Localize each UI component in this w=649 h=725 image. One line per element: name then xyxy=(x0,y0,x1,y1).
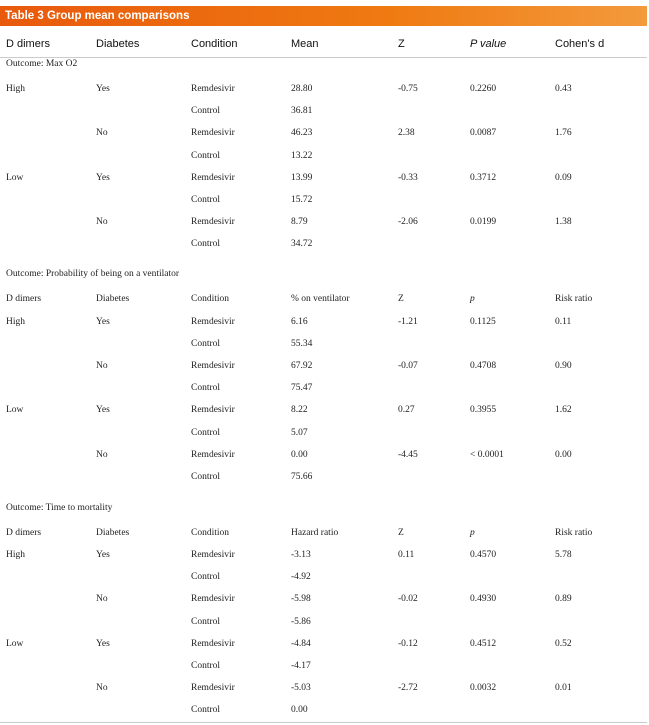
cell-value: 28.80 xyxy=(291,84,313,94)
cell-value: 0.00 xyxy=(291,705,308,715)
table-row xyxy=(0,659,647,675)
cell-condition: Control xyxy=(191,472,221,482)
cell-value: Mean xyxy=(291,38,319,50)
cell-condition: Remdesivir xyxy=(191,173,235,183)
cell-condition: Control xyxy=(191,661,221,671)
cell-condition: Control xyxy=(191,428,221,438)
cell-diabetes: Yes xyxy=(96,550,110,560)
table-row xyxy=(0,237,647,253)
cell-value: -5.86 xyxy=(291,617,311,627)
table-row xyxy=(0,337,647,353)
cell-p: P value xyxy=(470,38,507,50)
cell-value: 67.92 xyxy=(291,361,313,371)
cell-d-dimers: High xyxy=(6,84,25,94)
cell-condition: Control xyxy=(191,195,221,205)
cell-condition: Remdesivir xyxy=(191,594,235,604)
table-row xyxy=(0,548,647,564)
cell-diabetes: No xyxy=(96,594,108,604)
cell-diabetes: Yes xyxy=(96,84,110,94)
cell-p: 0.4512 xyxy=(470,639,497,649)
table-row xyxy=(0,126,647,142)
cell-condition: Control xyxy=(191,617,221,627)
cell-diabetes: Diabetes xyxy=(96,528,130,538)
cell-condition: Remdesivir xyxy=(191,683,235,693)
table-row xyxy=(0,592,647,608)
cell-diabetes: Yes xyxy=(96,173,110,183)
cell-effect: 0.43 xyxy=(555,84,572,94)
cell-d-dimers: Low xyxy=(6,405,24,415)
cell-z: -0.33 xyxy=(398,173,418,183)
cell-value: Hazard ratio xyxy=(291,528,339,538)
cell-condition: Control xyxy=(191,239,221,249)
table-row xyxy=(0,570,647,586)
cell-effect: Cohen's d xyxy=(555,38,605,50)
cell-effect: 0.00 xyxy=(555,450,572,460)
cell-p: 0.3712 xyxy=(470,173,497,183)
outcome-label: Outcome: Probability of being on a ventilator xyxy=(6,269,180,279)
cell-diabetes: Yes xyxy=(96,405,110,415)
table-row xyxy=(0,193,647,209)
cell-value: 5.07 xyxy=(291,428,308,438)
cell-z: Z xyxy=(398,294,404,304)
outcome-label: Outcome: Time to mortality xyxy=(6,503,113,513)
cell-p: 0.2260 xyxy=(470,84,497,94)
cell-condition: Remdesivir xyxy=(191,405,235,415)
cell-z: -0.02 xyxy=(398,594,418,604)
table-row xyxy=(0,681,647,697)
cell-condition: Control xyxy=(191,572,221,582)
cell-diabetes: No xyxy=(96,128,108,138)
table-row xyxy=(0,526,647,542)
cell-diabetes: No xyxy=(96,361,108,371)
cell-condition: Remdesivir xyxy=(191,361,235,371)
cell-d-dimers: Low xyxy=(6,173,24,183)
cell-value: -5.98 xyxy=(291,594,311,604)
cell-p: 0.4570 xyxy=(470,550,497,560)
cell-value: 75.47 xyxy=(291,383,313,393)
cell-z: 0.11 xyxy=(398,550,415,560)
cell-effect: 0.52 xyxy=(555,639,572,649)
cell-condition: Remdesivir xyxy=(191,84,235,94)
cell-d-dimers: High xyxy=(6,550,25,560)
cell-condition: Remdesivir xyxy=(191,550,235,560)
cell-value: 13.22 xyxy=(291,151,313,161)
table-row xyxy=(0,215,647,231)
cell-p: 0.0087 xyxy=(470,128,497,138)
table-row xyxy=(0,470,647,486)
cell-value: 8.79 xyxy=(291,217,308,227)
table-row xyxy=(0,292,647,308)
cell-value: 13.99 xyxy=(291,173,313,183)
cell-condition: Condition xyxy=(191,38,238,50)
cell-value: -5.03 xyxy=(291,683,311,693)
table-row xyxy=(0,637,647,653)
cell-z: -0.75 xyxy=(398,84,418,94)
cell-diabetes: Diabetes xyxy=(96,294,130,304)
cell-condition: Condition xyxy=(191,294,230,304)
cell-effect: 1.38 xyxy=(555,217,572,227)
column-header-row xyxy=(0,37,647,53)
cell-diabetes: Yes xyxy=(96,639,110,649)
cell-d-dimers: D dimers xyxy=(6,38,51,50)
cell-condition: Remdesivir xyxy=(191,317,235,327)
table-row xyxy=(0,615,647,631)
cell-diabetes: Yes xyxy=(96,317,110,327)
cell-effect: 0.11 xyxy=(555,317,572,327)
cell-z: 2.38 xyxy=(398,128,415,138)
table-row xyxy=(0,403,647,419)
cell-p: < 0.0001 xyxy=(470,450,504,460)
cell-condition: Remdesivir xyxy=(191,128,235,138)
cell-z: -1.21 xyxy=(398,317,418,327)
cell-effect: Risk ratio xyxy=(555,294,593,304)
cell-value: 0.00 xyxy=(291,450,308,460)
cell-p: 0.1125 xyxy=(470,317,496,327)
cell-z: -4.45 xyxy=(398,450,418,460)
cell-condition: Control xyxy=(191,151,221,161)
cell-d-dimers: D dimers xyxy=(6,294,42,304)
cell-condition: Control xyxy=(191,705,221,715)
cell-z: -0.07 xyxy=(398,361,418,371)
cell-diabetes: No xyxy=(96,683,108,693)
outcome-label: Outcome: Max O2 xyxy=(6,59,78,69)
cell-d-dimers: Low xyxy=(6,639,24,649)
cell-condition: Condition xyxy=(191,528,230,538)
cell-value: -4.92 xyxy=(291,572,311,582)
cell-condition: Control xyxy=(191,106,221,116)
cell-effect: 0.90 xyxy=(555,361,572,371)
cell-condition: Remdesivir xyxy=(191,450,235,460)
cell-value: % on ventilator xyxy=(291,294,350,304)
table-row xyxy=(0,448,647,464)
cell-effect: 1.62 xyxy=(555,405,572,415)
cell-p: 0.0032 xyxy=(470,683,497,693)
cell-p: p xyxy=(470,294,475,304)
cell-diabetes: No xyxy=(96,450,108,460)
table-row xyxy=(0,149,647,165)
cell-value: -4.17 xyxy=(291,661,311,671)
cell-condition: Remdesivir xyxy=(191,217,235,227)
table-row xyxy=(0,104,647,120)
table-title: Table 3 Group mean comparisons xyxy=(0,6,647,26)
cell-p: 0.4708 xyxy=(470,361,497,371)
cell-p: p xyxy=(470,528,475,538)
cell-condition: Control xyxy=(191,383,221,393)
cell-z: Z xyxy=(398,528,404,538)
cell-value: 6.16 xyxy=(291,317,308,327)
table-row xyxy=(0,315,647,331)
table-row xyxy=(0,359,647,375)
cell-effect: 0.89 xyxy=(555,594,572,604)
cell-diabetes: No xyxy=(96,217,108,227)
cell-z: -2.06 xyxy=(398,217,418,227)
table-row xyxy=(0,381,647,397)
cell-z: 0.27 xyxy=(398,405,415,415)
cell-effect: 1.76 xyxy=(555,128,572,138)
cell-condition: Control xyxy=(191,339,221,349)
cell-effect: 0.09 xyxy=(555,173,572,183)
table-bottom-divider xyxy=(0,722,647,723)
cell-d-dimers: High xyxy=(6,317,25,327)
cell-effect: Risk ratio xyxy=(555,528,593,538)
cell-diabetes: Diabetes xyxy=(96,38,140,50)
cell-value: 46.23 xyxy=(291,128,313,138)
cell-value: 36.81 xyxy=(291,106,313,116)
table-row xyxy=(0,82,647,98)
cell-value: -4.84 xyxy=(291,639,311,649)
cell-d-dimers: D dimers xyxy=(6,528,42,538)
cell-value: 8.22 xyxy=(291,405,308,415)
cell-value: 15.72 xyxy=(291,195,313,205)
header-divider xyxy=(0,57,647,58)
cell-z: -0.12 xyxy=(398,639,418,649)
table-row xyxy=(0,171,647,187)
cell-effect: 5.78 xyxy=(555,550,572,560)
cell-z: Z xyxy=(398,38,405,50)
cell-p: 0.3955 xyxy=(470,405,497,415)
cell-p: 0.4930 xyxy=(470,594,497,604)
cell-z: -2.72 xyxy=(398,683,418,693)
cell-value: 34.72 xyxy=(291,239,313,249)
cell-value: -3.13 xyxy=(291,550,311,560)
cell-value: 75.66 xyxy=(291,472,313,482)
table-row xyxy=(0,703,647,719)
cell-p: 0.0199 xyxy=(470,217,497,227)
table-row xyxy=(0,426,647,442)
cell-value: 55.34 xyxy=(291,339,313,349)
cell-effect: 0.01 xyxy=(555,683,572,693)
cell-condition: Remdesivir xyxy=(191,639,235,649)
